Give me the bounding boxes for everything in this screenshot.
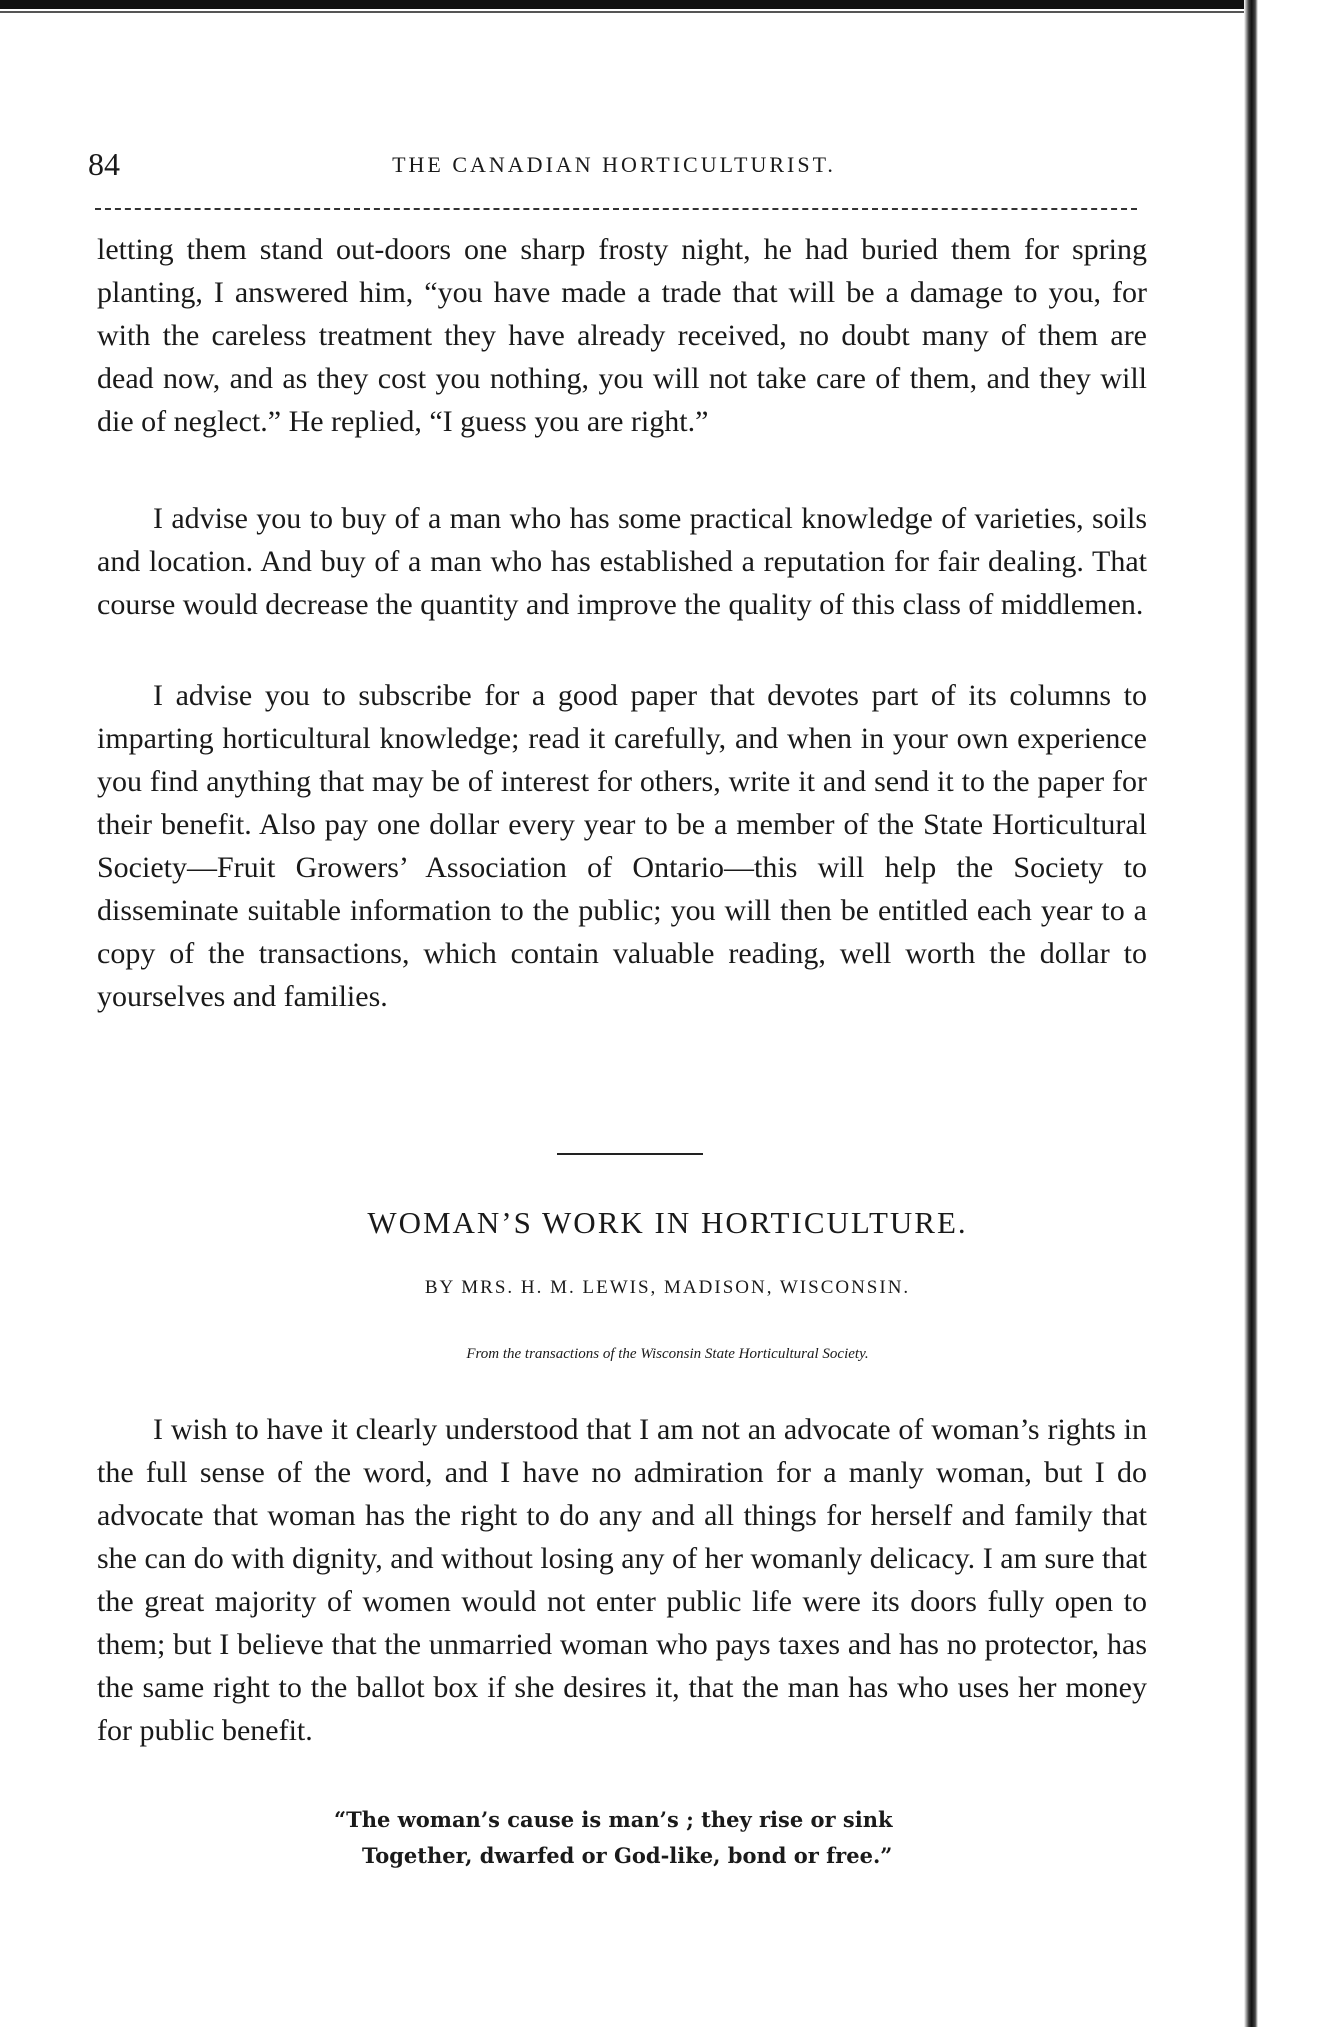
article-source: From the transactions of the Wisconsin State Horticultural Society. (466, 1346, 869, 1362)
section-divider (557, 1153, 703, 1155)
header-rule (95, 208, 1137, 210)
top-border-rule (0, 0, 1250, 9)
paragraph-continued: letting them stand out-doors one sharp frosty night, he had buried them for spring planting, I answered him, “you have made a trade that will be a damage to you, for with the careless treatment they have already received, no doubt many of them are dead now, and as they cost you nothing, you will not take care of them, and they will die of neglect.” He replied, “I guess you are right.” (97, 233, 1147, 438)
top-border-rule-thin (0, 11, 1250, 13)
page-margin-right (1258, 0, 1335, 2027)
quote-line-1: “The woman’s cause is man’s ; they rise or sink (334, 1807, 893, 1832)
article-body: I wish to have it clearly understood that I am not an advocate of woman’s rights in the full sense of the word, and I have no admiration for a manly woman, but I do advocate that woman has the right to do any and all things for herself and family that she can do with dignity, and without losing any of her womanly delicacy. I am sure that the great majority of women would not enter public life were its doors fully open to them; but I believe that the unmarried woman who pays taxes and has no protector, has the same right to the ballot box if she desires it, that the man has who uses her money for public benefit. (97, 1413, 1147, 1747)
page-number: 84 (88, 146, 120, 182)
page-header (88, 146, 1140, 186)
paragraph-advice-subscribe: I advise you to subscribe for a good paper that devotes part of its columns to imparting horticultural knowledge; read it carefully, and when in your own experience you find anything that may be of interest for others, write it and send it to the paper for their benefit. Also pay one dollar every year to be a member of the State Horticultural Society—Fruit Growers’ Association of Ontario—this will help the Society to disseminate suitable information to the public; you will then be entitled each year to a copy of the transactions, which contain valuable reading, well worth the dollar to yourselves and families. (97, 679, 1147, 1013)
article-title: WOMAN’S WORK IN HORTICULTURE. (367, 1205, 968, 1240)
closing-quote (0, 1802, 1335, 1874)
paragraph-advice-buying: I advise you to buy of a man who has some practical knowledge of varieties, soils and location. And buy of a man who has established a reputation for fair dealing. That course would decrease the quantity and improve the quality of this class of middlemen. (97, 502, 1147, 621)
page-binding-edge (1244, 0, 1258, 2027)
running-title: THE CANADIAN HORTICULTURIST. (392, 152, 836, 177)
article-byline: BY MRS. H. M. LEWIS, MADISON, WISCONSIN. (424, 1277, 911, 1298)
quote-line-2: Together, dwarfed or God-like, bond or free.” (362, 1843, 893, 1868)
